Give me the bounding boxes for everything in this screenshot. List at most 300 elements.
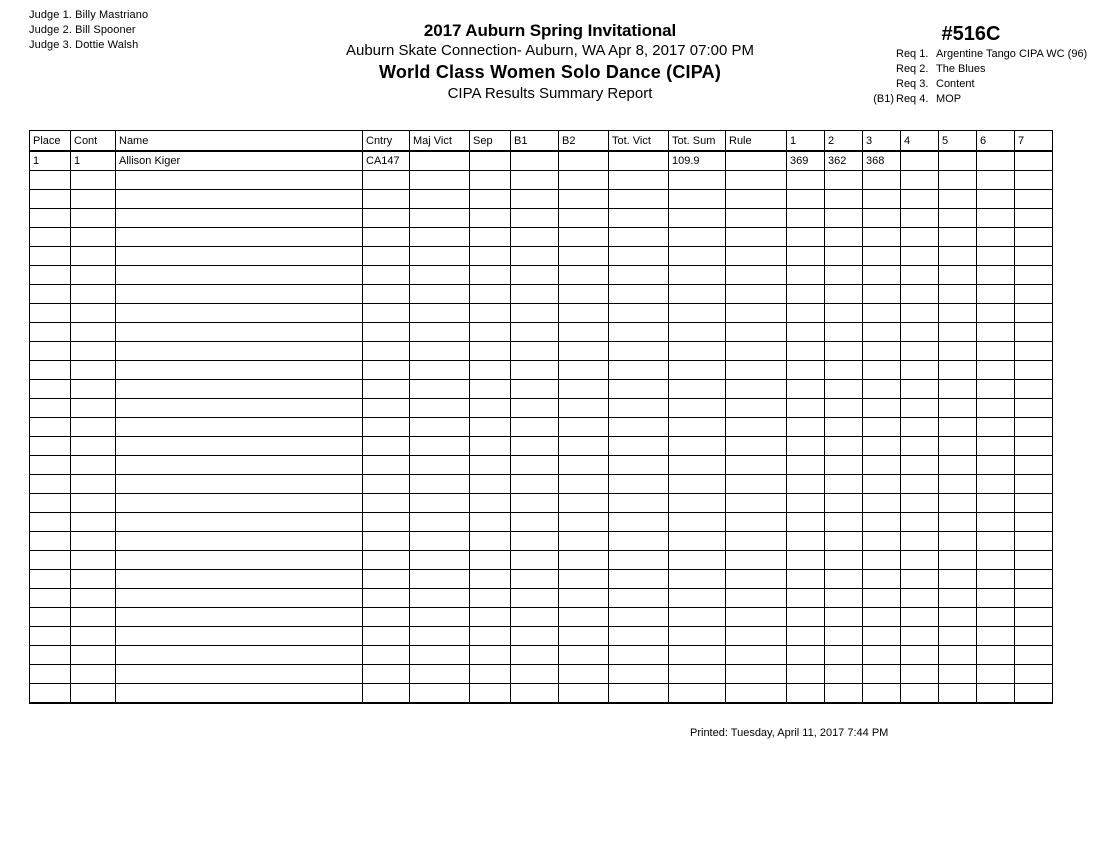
cell-j5 — [939, 418, 977, 437]
table-row-empty — [30, 608, 1053, 627]
requirement-text: MOP — [936, 93, 962, 105]
cell-b2 — [559, 304, 609, 323]
cell-b1 — [511, 209, 559, 228]
cell-j3 — [863, 627, 901, 646]
cell-j2 — [825, 494, 863, 513]
cell-cont — [71, 304, 116, 323]
cell-b1 — [511, 304, 559, 323]
cell-j5 — [939, 285, 977, 304]
cell-j6 — [977, 589, 1015, 608]
cell-j6 — [977, 437, 1015, 456]
cell-tot_vict — [609, 190, 669, 209]
cell-j1 — [787, 551, 825, 570]
cell-place — [30, 513, 71, 532]
cell-tot_vict — [609, 209, 669, 228]
requirement-item — [866, 62, 1100, 77]
cell-j7 — [1015, 684, 1053, 704]
cell-cont — [71, 171, 116, 190]
cell-j7 — [1015, 380, 1053, 399]
cell-j2 — [825, 228, 863, 247]
table-row-empty — [30, 209, 1053, 228]
cell-j1 — [787, 190, 825, 209]
cell-cont — [71, 665, 116, 684]
cell-place — [30, 380, 71, 399]
cell-j5 — [939, 608, 977, 627]
cell-sep — [470, 151, 511, 171]
cell-tot_vict — [609, 418, 669, 437]
cell-j1 — [787, 418, 825, 437]
cell-place — [30, 266, 71, 285]
cell-tot_vict — [609, 228, 669, 247]
cell-place — [30, 285, 71, 304]
cell-tot_vict — [609, 570, 669, 589]
cell-b2 — [559, 551, 609, 570]
cell-maj_vict — [410, 399, 470, 418]
cell-b2 — [559, 266, 609, 285]
cell-name — [116, 399, 363, 418]
cell-sep — [470, 646, 511, 665]
table-row-empty — [30, 532, 1053, 551]
cell-cntry — [363, 570, 410, 589]
table-row — [30, 151, 1053, 171]
cell-j4 — [901, 456, 939, 475]
cell-j7 — [1015, 418, 1053, 437]
cell-tot_vict — [609, 665, 669, 684]
cell-j2 — [825, 285, 863, 304]
cell-tot_sum — [669, 437, 726, 456]
column-header-j4: 4 — [901, 131, 939, 152]
cell-b2 — [559, 190, 609, 209]
cell-j4 — [901, 684, 939, 704]
cell-cont — [71, 475, 116, 494]
cell-sep — [470, 247, 511, 266]
cell-j1 — [787, 684, 825, 704]
cell-j7 — [1015, 608, 1053, 627]
cell-tot_sum — [669, 304, 726, 323]
cell-maj_vict — [410, 247, 470, 266]
cell-j6 — [977, 475, 1015, 494]
cell-j7 — [1015, 513, 1053, 532]
cell-rule — [726, 475, 787, 494]
cell-tot_vict — [609, 151, 669, 171]
cell-j6 — [977, 627, 1015, 646]
cell-b1 — [511, 190, 559, 209]
cell-j4 — [901, 247, 939, 266]
cell-j1 — [787, 646, 825, 665]
cell-name — [116, 570, 363, 589]
cell-place — [30, 532, 71, 551]
cell-tot_vict — [609, 285, 669, 304]
cell-rule — [726, 551, 787, 570]
cell-j3 — [863, 608, 901, 627]
judge-entry: Judge 3. Dottie Walsh — [29, 39, 139, 51]
cell-maj_vict — [410, 570, 470, 589]
cell-b2 — [559, 665, 609, 684]
cell-place — [30, 665, 71, 684]
cell-place — [30, 228, 71, 247]
cell-j3 — [863, 570, 901, 589]
cell-tot_vict — [609, 399, 669, 418]
cell-maj_vict — [410, 456, 470, 475]
cell-rule — [726, 209, 787, 228]
table-row-empty — [30, 266, 1053, 285]
cell-j7 — [1015, 285, 1053, 304]
cell-b1 — [511, 247, 559, 266]
cell-j4 — [901, 437, 939, 456]
cell-maj_vict — [410, 151, 470, 171]
cell-cntry — [363, 399, 410, 418]
cell-maj_vict — [410, 475, 470, 494]
cell-tot_sum — [669, 171, 726, 190]
cell-place — [30, 684, 71, 704]
cell-name — [116, 513, 363, 532]
cell-j7 — [1015, 266, 1053, 285]
cell-tot_sum — [669, 532, 726, 551]
cell-tot_sum — [669, 665, 726, 684]
cell-j2 — [825, 551, 863, 570]
cell-place — [30, 361, 71, 380]
cell-tot_sum — [669, 247, 726, 266]
cell-j2 — [825, 513, 863, 532]
cell-j6 — [977, 456, 1015, 475]
cell-sep — [470, 361, 511, 380]
cell-cont — [71, 646, 116, 665]
cell-j5 — [939, 437, 977, 456]
cell-j3 — [863, 551, 901, 570]
cell-j6 — [977, 151, 1015, 171]
cell-j2 — [825, 475, 863, 494]
cell-j1 — [787, 361, 825, 380]
cell-cntry — [363, 380, 410, 399]
cell-sep — [470, 684, 511, 704]
cell-j3 — [863, 513, 901, 532]
cell-j5 — [939, 228, 977, 247]
cell-b1 — [511, 570, 559, 589]
table-row-empty — [30, 456, 1053, 475]
cell-cntry — [363, 228, 410, 247]
table-row-empty — [30, 665, 1053, 684]
table-row-empty — [30, 475, 1053, 494]
cell-j1 — [787, 342, 825, 361]
cell-j5 — [939, 151, 977, 171]
cell-j7 — [1015, 228, 1053, 247]
cell-place — [30, 608, 71, 627]
cell-b2 — [559, 285, 609, 304]
cell-tot_vict — [609, 247, 669, 266]
cell-maj_vict — [410, 627, 470, 646]
cell-j7 — [1015, 399, 1053, 418]
cell-j3 — [863, 494, 901, 513]
cell-maj_vict — [410, 304, 470, 323]
cell-maj_vict — [410, 342, 470, 361]
cell-tot_vict — [609, 171, 669, 190]
cell-cntry — [363, 646, 410, 665]
table-header — [30, 131, 1053, 152]
cell-j5 — [939, 532, 977, 551]
cell-name — [116, 190, 363, 209]
cell-name — [116, 589, 363, 608]
cell-place — [30, 551, 71, 570]
cell-sep — [470, 418, 511, 437]
cell-j2 — [825, 437, 863, 456]
cell-j3 — [863, 380, 901, 399]
cell-cntry: CA147 — [363, 151, 410, 171]
cell-place — [30, 247, 71, 266]
cell-tot_sum — [669, 323, 726, 342]
cell-name — [116, 323, 363, 342]
cell-sep — [470, 494, 511, 513]
cell-j3 — [863, 228, 901, 247]
cell-j4 — [901, 190, 939, 209]
cell-j4 — [901, 171, 939, 190]
cell-rule — [726, 646, 787, 665]
cell-maj_vict — [410, 494, 470, 513]
column-header-j3: 3 — [863, 131, 901, 152]
cell-rule — [726, 151, 787, 171]
cell-rule — [726, 494, 787, 513]
cell-j6 — [977, 418, 1015, 437]
cell-j3 — [863, 171, 901, 190]
cell-cont — [71, 418, 116, 437]
cell-name — [116, 209, 363, 228]
column-header-tot_vict: Tot. Vict — [609, 131, 669, 152]
cell-name — [116, 532, 363, 551]
cell-tot_vict — [609, 646, 669, 665]
cell-maj_vict — [410, 323, 470, 342]
venue-datetime-line: Auburn Skate Connection- Auburn, WA Apr 8, 2017 07:00 PM — [345, 42, 755, 59]
cell-j1 — [787, 323, 825, 342]
cell-j5 — [939, 570, 977, 589]
cell-j5 — [939, 190, 977, 209]
cell-b2 — [559, 475, 609, 494]
event-number: #516C — [941, 23, 1001, 45]
cell-j6 — [977, 646, 1015, 665]
cell-j7 — [1015, 361, 1053, 380]
cell-j2 — [825, 589, 863, 608]
cell-b1 — [511, 361, 559, 380]
column-header-j5: 5 — [939, 131, 977, 152]
cell-place — [30, 494, 71, 513]
table-body — [30, 151, 1053, 703]
cell-j7 — [1015, 323, 1053, 342]
cell-j5 — [939, 171, 977, 190]
cell-sep — [470, 304, 511, 323]
column-header-cont: Cont — [71, 131, 116, 152]
cell-tot_vict — [609, 456, 669, 475]
cell-maj_vict — [410, 266, 470, 285]
cell-cont — [71, 266, 116, 285]
cell-b1 — [511, 437, 559, 456]
cell-j7 — [1015, 456, 1053, 475]
cell-place — [30, 418, 71, 437]
cell-b1 — [511, 494, 559, 513]
cell-name — [116, 247, 363, 266]
cell-j4 — [901, 570, 939, 589]
cell-rule — [726, 247, 787, 266]
cell-place — [30, 342, 71, 361]
cell-j1 — [787, 399, 825, 418]
cell-cntry — [363, 342, 410, 361]
cell-maj_vict — [410, 361, 470, 380]
table-row-empty — [30, 171, 1053, 190]
cell-j3 — [863, 342, 901, 361]
cell-b1 — [511, 608, 559, 627]
cell-j6 — [977, 247, 1015, 266]
cell-j3 — [863, 456, 901, 475]
cell-tot_sum — [669, 399, 726, 418]
cell-tot_sum — [669, 475, 726, 494]
cell-cont — [71, 247, 116, 266]
cell-tot_sum — [669, 209, 726, 228]
cell-rule — [726, 266, 787, 285]
cell-name — [116, 684, 363, 704]
cell-sep — [470, 380, 511, 399]
cell-cont: 1 — [71, 151, 116, 171]
cell-j1 — [787, 608, 825, 627]
cell-j4 — [901, 589, 939, 608]
cell-maj_vict — [410, 665, 470, 684]
cell-j1 — [787, 570, 825, 589]
cell-j4 — [901, 665, 939, 684]
cell-sep — [470, 608, 511, 627]
cell-j6 — [977, 304, 1015, 323]
cell-b2 — [559, 380, 609, 399]
table-row-empty — [30, 646, 1053, 665]
cell-maj_vict — [410, 285, 470, 304]
cell-cntry — [363, 684, 410, 704]
cell-place — [30, 304, 71, 323]
cell-rule — [726, 532, 787, 551]
cell-name — [116, 437, 363, 456]
cell-maj_vict — [410, 551, 470, 570]
cell-sep — [470, 532, 511, 551]
cell-tot_vict — [609, 475, 669, 494]
table-row-empty — [30, 570, 1053, 589]
cell-b1 — [511, 684, 559, 704]
cell-j7 — [1015, 437, 1053, 456]
requirement-prefix: (B1) — [873, 93, 894, 105]
cell-cntry — [363, 437, 410, 456]
cell-cntry — [363, 266, 410, 285]
cell-j1 — [787, 665, 825, 684]
cell-name — [116, 646, 363, 665]
cell-place — [30, 475, 71, 494]
cell-j2 — [825, 570, 863, 589]
cell-j3 — [863, 361, 901, 380]
cell-j6 — [977, 532, 1015, 551]
cell-name — [116, 285, 363, 304]
cell-b1 — [511, 532, 559, 551]
table-row-empty — [30, 228, 1053, 247]
cell-j1 — [787, 247, 825, 266]
cell-tot_sum — [669, 266, 726, 285]
cell-j6 — [977, 380, 1015, 399]
cell-j7 — [1015, 304, 1053, 323]
cell-b2 — [559, 361, 609, 380]
cell-maj_vict — [410, 437, 470, 456]
cell-j5 — [939, 475, 977, 494]
cell-j7 — [1015, 627, 1053, 646]
cell-tot_sum — [669, 418, 726, 437]
cell-j2 — [825, 380, 863, 399]
cell-maj_vict — [410, 589, 470, 608]
table-row-empty — [30, 399, 1053, 418]
cell-maj_vict — [410, 190, 470, 209]
cell-j2 — [825, 266, 863, 285]
cell-j6 — [977, 494, 1015, 513]
cell-j5 — [939, 665, 977, 684]
table-row-empty — [30, 380, 1053, 399]
column-header-b1: B1 — [511, 131, 559, 152]
report-subtitle: CIPA Results Summary Report — [447, 85, 653, 102]
cell-sep — [470, 285, 511, 304]
cell-rule — [726, 399, 787, 418]
cell-j6 — [977, 361, 1015, 380]
cell-cont — [71, 551, 116, 570]
cell-sep — [470, 323, 511, 342]
cell-j6 — [977, 665, 1015, 684]
cell-b1 — [511, 342, 559, 361]
cell-tot_vict — [609, 513, 669, 532]
cell-j4 — [901, 304, 939, 323]
cell-j2 — [825, 532, 863, 551]
cell-b2 — [559, 646, 609, 665]
cell-j1 — [787, 171, 825, 190]
cell-j7 — [1015, 570, 1053, 589]
cell-b1 — [511, 418, 559, 437]
judge-entry: Judge 2. Bill Spooner — [29, 24, 136, 36]
cell-j3 — [863, 418, 901, 437]
cell-j3 — [863, 247, 901, 266]
cell-b1 — [511, 285, 559, 304]
cell-maj_vict — [410, 209, 470, 228]
cell-sep — [470, 342, 511, 361]
judge-entry: Judge 1. Billy Mastriano — [29, 9, 149, 21]
cell-j2 — [825, 361, 863, 380]
cell-j7 — [1015, 475, 1053, 494]
cell-place — [30, 209, 71, 228]
judges-panel — [29, 8, 148, 53]
cell-cont — [71, 209, 116, 228]
cell-j5 — [939, 361, 977, 380]
table-row-empty — [30, 589, 1053, 608]
cell-place — [30, 589, 71, 608]
cell-j1 — [787, 304, 825, 323]
cell-j4 — [901, 608, 939, 627]
column-header-tot_sum: Tot. Sum — [669, 131, 726, 152]
cell-j5 — [939, 627, 977, 646]
cell-cont — [71, 437, 116, 456]
cell-j2 — [825, 646, 863, 665]
cell-cntry — [363, 190, 410, 209]
cell-j1 — [787, 532, 825, 551]
cell-name — [116, 342, 363, 361]
column-header-j2: 2 — [825, 131, 863, 152]
cell-j5 — [939, 399, 977, 418]
cell-cntry — [363, 589, 410, 608]
cell-j7 — [1015, 190, 1053, 209]
cell-j7 — [1015, 247, 1053, 266]
cell-j5 — [939, 684, 977, 704]
cell-sep — [470, 627, 511, 646]
cell-cntry — [363, 627, 410, 646]
cell-j1 — [787, 266, 825, 285]
cell-j4 — [901, 513, 939, 532]
cell-name — [116, 171, 363, 190]
cell-b2 — [559, 151, 609, 171]
cell-sep — [470, 266, 511, 285]
cell-j7 — [1015, 151, 1053, 171]
